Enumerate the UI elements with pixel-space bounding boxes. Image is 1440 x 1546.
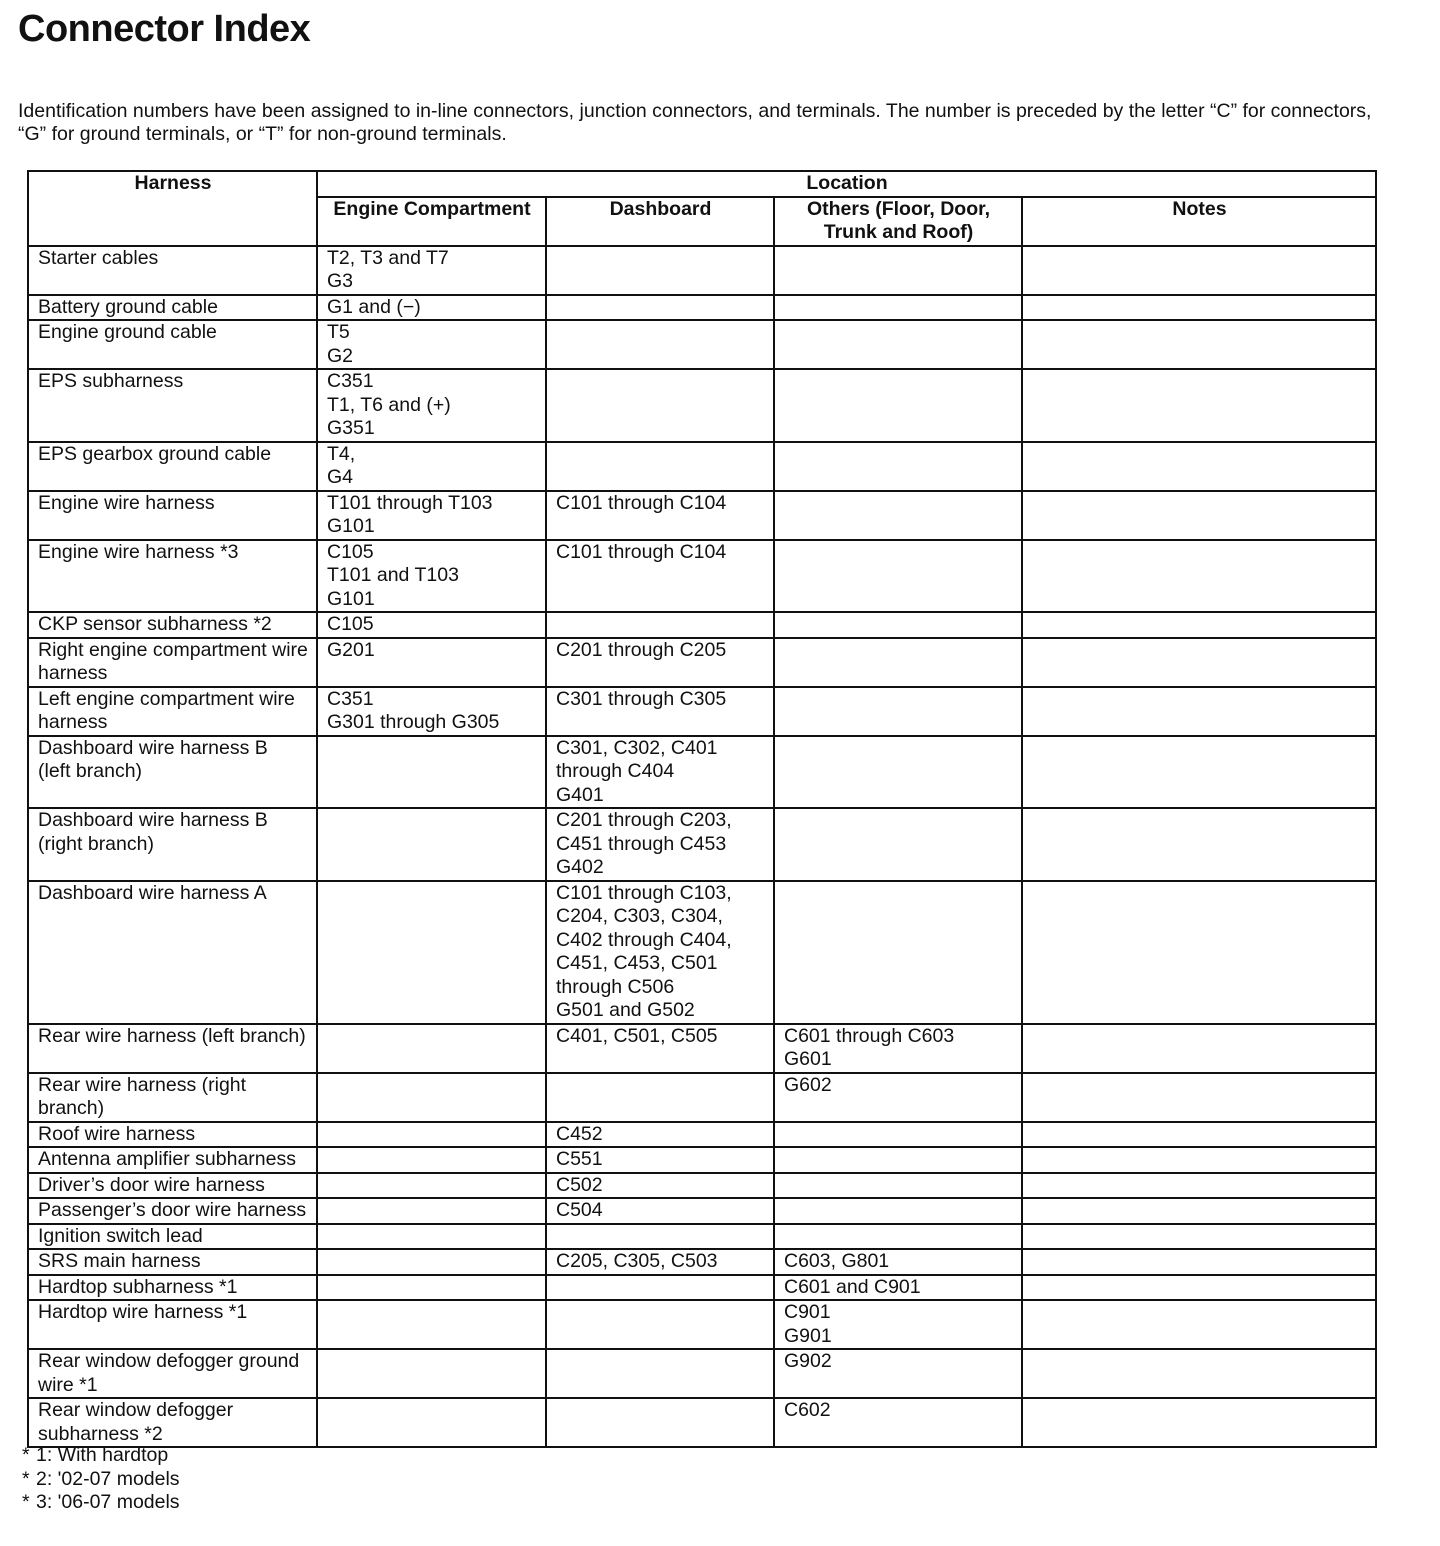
cell-others xyxy=(774,687,1022,736)
cell-engine xyxy=(317,1122,546,1148)
cell-engine xyxy=(317,1198,546,1224)
cell-engine xyxy=(317,881,546,1024)
table-row xyxy=(28,1024,1376,1073)
page-title: Connector Index xyxy=(18,8,311,50)
footnote-text: 1: With hardtop xyxy=(36,1444,169,1466)
cell-harness: Right engine compartment wire harness xyxy=(28,638,317,687)
cell-harness: EPS gearbox ground cable xyxy=(28,442,317,491)
header-location: Location xyxy=(317,171,1376,197)
cell-harness: Hardtop wire harness *1 xyxy=(28,1300,317,1349)
cell-dashboard: C201 through C203, C451 through C453 G402 xyxy=(546,808,774,881)
cell-harness: Engine wire harness *3 xyxy=(28,540,317,613)
table-row xyxy=(28,1198,1376,1224)
cell-harness: EPS subharness xyxy=(28,369,317,442)
cell-notes xyxy=(1022,540,1376,613)
table-row xyxy=(28,320,1376,369)
cell-engine: C105 xyxy=(317,612,546,638)
cell-notes xyxy=(1022,1249,1376,1275)
cell-engine xyxy=(317,1073,546,1122)
cell-others: G602 xyxy=(774,1073,1022,1122)
cell-notes xyxy=(1022,612,1376,638)
cell-dashboard xyxy=(546,369,774,442)
table-row xyxy=(28,1147,1376,1173)
cell-dashboard: C401, C501, C505 xyxy=(546,1024,774,1073)
cell-dashboard: C101 through C104 xyxy=(546,491,774,540)
cell-notes xyxy=(1022,295,1376,321)
cell-others xyxy=(774,736,1022,809)
cell-notes xyxy=(1022,1122,1376,1148)
cell-harness: SRS main harness xyxy=(28,1249,317,1275)
cell-dashboard: C101 through C103, C204, C303, C304, C402 through C404, C451, C453, C501 through C506 G501 and G502 xyxy=(546,881,774,1024)
cell-engine: T101 through T103 G101 xyxy=(317,491,546,540)
cell-engine xyxy=(317,1147,546,1173)
cell-others xyxy=(774,1173,1022,1199)
cell-dashboard: C502 xyxy=(546,1173,774,1199)
header-others: Others (Floor, Door, Trunk and Roof) xyxy=(774,197,1022,246)
cell-harness: Ignition switch lead xyxy=(28,1224,317,1250)
cell-notes xyxy=(1022,320,1376,369)
cell-harness: Left engine compartment wire harness xyxy=(28,687,317,736)
cell-engine: C351 T1, T6 and (+) G351 xyxy=(317,369,546,442)
cell-engine: G201 xyxy=(317,638,546,687)
cell-dashboard xyxy=(546,1073,774,1122)
cell-dashboard: C301, C302, C401 through C404 G401 xyxy=(546,736,774,809)
cell-harness: Rear wire harness (left branch) xyxy=(28,1024,317,1073)
cell-engine xyxy=(317,736,546,809)
cell-others: C602 xyxy=(774,1398,1022,1447)
cell-dashboard xyxy=(546,442,774,491)
cell-harness: Battery ground cable xyxy=(28,295,317,321)
cell-others xyxy=(774,1122,1022,1148)
cell-others xyxy=(774,540,1022,613)
cell-notes xyxy=(1022,1398,1376,1447)
footnote-marker: * xyxy=(22,1444,30,1466)
cell-dashboard xyxy=(546,1224,774,1250)
cell-harness: Rear wire harness (right branch) xyxy=(28,1073,317,1122)
table-row xyxy=(28,1122,1376,1148)
footnote xyxy=(22,1444,180,1468)
table-row xyxy=(28,1249,1376,1275)
table-body xyxy=(28,246,1376,1448)
cell-engine: T4, G4 xyxy=(317,442,546,491)
cell-others xyxy=(774,808,1022,881)
table-row xyxy=(28,808,1376,881)
cell-engine xyxy=(317,1398,546,1447)
table-row xyxy=(28,638,1376,687)
table-row xyxy=(28,295,1376,321)
cell-dashboard xyxy=(546,246,774,295)
cell-notes xyxy=(1022,1349,1376,1398)
table-row xyxy=(28,369,1376,442)
cell-others xyxy=(774,320,1022,369)
table-row xyxy=(28,491,1376,540)
cell-notes xyxy=(1022,246,1376,295)
cell-notes xyxy=(1022,1300,1376,1349)
cell-dashboard: C101 through C104 xyxy=(546,540,774,613)
table-row xyxy=(28,881,1376,1024)
cell-dashboard xyxy=(546,612,774,638)
table-row xyxy=(28,540,1376,613)
cell-harness: Roof wire harness xyxy=(28,1122,317,1148)
table-row xyxy=(28,442,1376,491)
cell-others xyxy=(774,442,1022,491)
cell-dashboard xyxy=(546,320,774,369)
cell-others: C901 G901 xyxy=(774,1300,1022,1349)
cell-harness: Driver’s door wire harness xyxy=(28,1173,317,1199)
cell-engine xyxy=(317,808,546,881)
cell-engine xyxy=(317,1024,546,1073)
table-row xyxy=(28,736,1376,809)
cell-harness: Dashboard wire harness B (right branch) xyxy=(28,808,317,881)
cell-engine xyxy=(317,1300,546,1349)
cell-engine xyxy=(317,1173,546,1199)
cell-others xyxy=(774,881,1022,1024)
cell-harness: Dashboard wire harness A xyxy=(28,881,317,1024)
cell-others: C601 and C901 xyxy=(774,1275,1022,1301)
cell-others xyxy=(774,1198,1022,1224)
cell-engine xyxy=(317,1224,546,1250)
intro-paragraph: Identification numbers have been assigned to in-line connectors, junction connectors, and terminals. The number is preceded by the letter “C” for connectors, “G” for ground terminals, or “T” for non-ground terminals. xyxy=(18,100,1372,145)
cell-engine: C351 G301 through G305 xyxy=(317,687,546,736)
cell-engine: G1 and (−) xyxy=(317,295,546,321)
cell-dashboard: C301 through C305 xyxy=(546,687,774,736)
cell-notes xyxy=(1022,881,1376,1024)
table-row xyxy=(28,1349,1376,1398)
cell-others xyxy=(774,1224,1022,1250)
cell-dashboard xyxy=(546,295,774,321)
cell-notes xyxy=(1022,808,1376,881)
cell-engine xyxy=(317,1249,546,1275)
cell-others: C603, G801 xyxy=(774,1249,1022,1275)
cell-others xyxy=(774,295,1022,321)
footnote-text: 2: '02-07 models xyxy=(36,1467,180,1490)
footnote-marker: * xyxy=(22,1491,30,1513)
cell-engine xyxy=(317,1349,546,1398)
cell-harness: Engine wire harness xyxy=(28,491,317,540)
cell-notes xyxy=(1022,687,1376,736)
cell-dashboard xyxy=(546,1349,774,1398)
cell-dashboard: C205, C305, C503 xyxy=(546,1249,774,1275)
connector-index-table xyxy=(27,170,1377,1448)
cell-engine: T2, T3 and T7 G3 xyxy=(317,246,546,295)
cell-engine xyxy=(317,1275,546,1301)
table-row xyxy=(28,687,1376,736)
cell-dashboard xyxy=(546,1398,774,1447)
table-row xyxy=(28,1300,1376,1349)
table-row xyxy=(28,246,1376,295)
cell-harness: Rear window defogger subharness *2 xyxy=(28,1398,317,1447)
cell-others xyxy=(774,491,1022,540)
cell-harness: Hardtop subharness *1 xyxy=(28,1275,317,1301)
connector-table-container xyxy=(27,170,1377,1448)
cell-notes xyxy=(1022,736,1376,809)
header-harness: Harness xyxy=(28,171,317,246)
cell-others xyxy=(774,612,1022,638)
cell-engine: C105 T101 and T103 G101 xyxy=(317,540,546,613)
table-row xyxy=(28,1224,1376,1250)
cell-dashboard: C551 xyxy=(546,1147,774,1173)
cell-notes xyxy=(1022,1073,1376,1122)
cell-harness: Rear window defogger ground wire *1 xyxy=(28,1349,317,1398)
cell-harness: Engine ground cable xyxy=(28,320,317,369)
cell-notes xyxy=(1022,638,1376,687)
cell-dashboard: C504 xyxy=(546,1198,774,1224)
cell-notes xyxy=(1022,442,1376,491)
cell-harness: Antenna amplifier subharness xyxy=(28,1147,317,1173)
cell-harness: CKP sensor subharness *2 xyxy=(28,612,317,638)
cell-harness: Dashboard wire harness B (left branch) xyxy=(28,736,317,809)
header-notes: Notes xyxy=(1022,197,1376,246)
cell-dashboard xyxy=(546,1275,774,1301)
table-row xyxy=(28,1275,1376,1301)
cell-others: G902 xyxy=(774,1349,1022,1398)
footnotes xyxy=(22,1444,180,1515)
footnote-marker: * xyxy=(22,1467,30,1490)
cell-harness: Passenger’s door wire harness xyxy=(28,1198,317,1224)
cell-dashboard: C201 through C205 xyxy=(546,638,774,687)
cell-notes xyxy=(1022,1173,1376,1199)
header-engine-compartment: Engine Compartment xyxy=(317,197,546,246)
cell-others: C601 through C603 G601 xyxy=(774,1024,1022,1073)
footnote xyxy=(22,1491,180,1515)
cell-notes xyxy=(1022,1198,1376,1224)
table-row xyxy=(28,612,1376,638)
cell-others xyxy=(774,369,1022,442)
cell-notes xyxy=(1022,1024,1376,1073)
cell-others xyxy=(774,246,1022,295)
cell-dashboard: C452 xyxy=(546,1122,774,1148)
cell-notes xyxy=(1022,1147,1376,1173)
cell-others xyxy=(774,638,1022,687)
cell-others xyxy=(774,1147,1022,1173)
table-row xyxy=(28,1173,1376,1199)
cell-notes xyxy=(1022,1224,1376,1250)
table-row xyxy=(28,1398,1376,1447)
cell-engine: T5 G2 xyxy=(317,320,546,369)
cell-notes xyxy=(1022,1275,1376,1301)
cell-dashboard xyxy=(546,1300,774,1349)
cell-notes xyxy=(1022,369,1376,442)
header-dashboard: Dashboard xyxy=(546,197,774,246)
cell-notes xyxy=(1022,491,1376,540)
footnote xyxy=(22,1468,180,1492)
table-row xyxy=(28,1073,1376,1122)
cell-harness: Starter cables xyxy=(28,246,317,295)
footnote-text: 3: '06-07 models xyxy=(36,1491,180,1513)
